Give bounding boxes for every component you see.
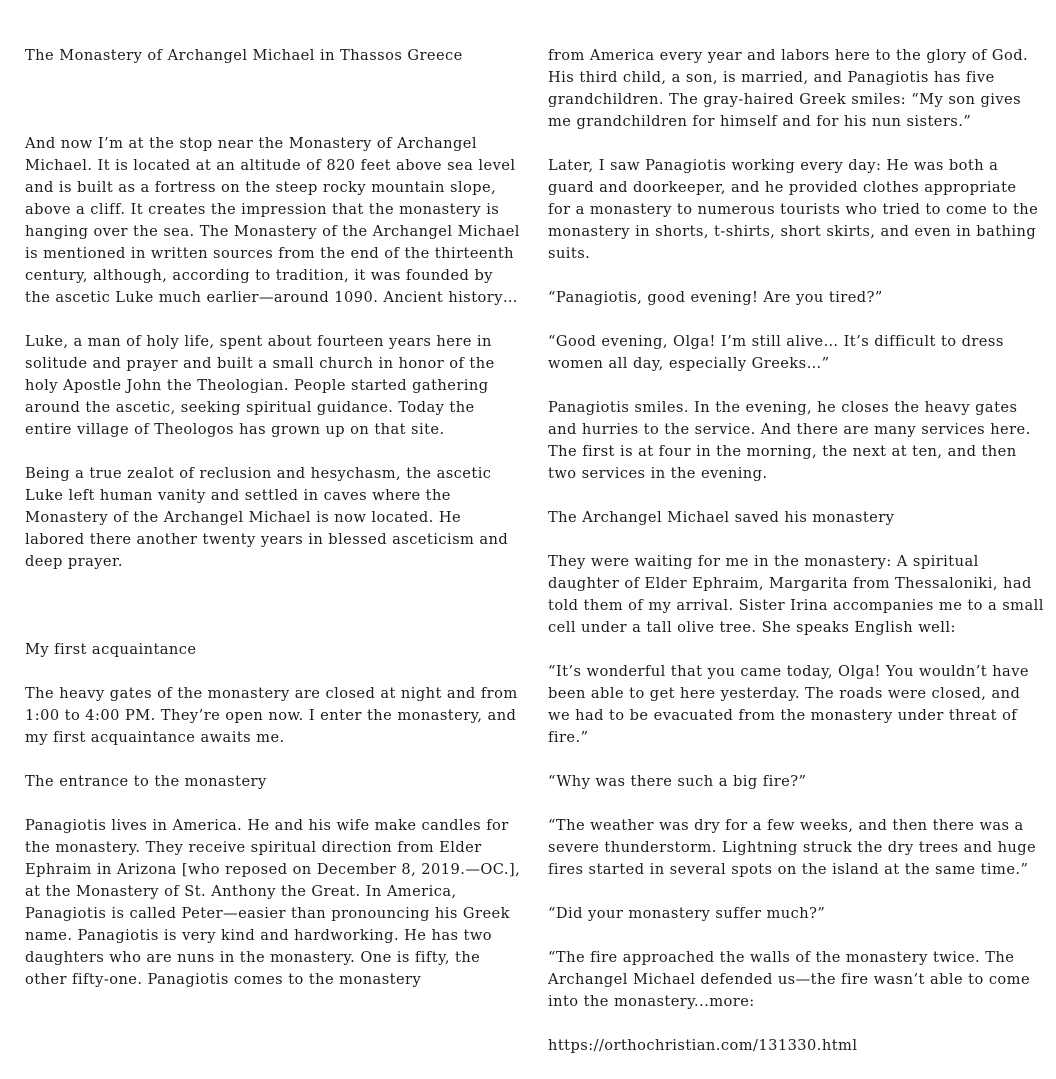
right-column [548, 23, 1044, 1079]
dialogue-line: “Panagiotis, good evening! Are you tired?” [548, 289, 883, 306]
paragraph-services: Panagiotis smiles. In the evening, he closes the heavy gates and hurries to the service. And there are many services here. The first is at four in the morning, the next at ten, and then two services in the evening. [548, 399, 1031, 482]
source-link[interactable]: https://orthochristian.com/131330.html [548, 1037, 858, 1054]
paragraph-guard: Later, I saw Panagiotis working every day: He was both a guard and doorkeeper, and he provided clothes appropriate for a monastery to numerous tourists who tried to come to the monastery in shorts, t-shirts, short skirts, and even in bathing suits. [548, 157, 1039, 262]
paragraph-hesychasm: Being a true zealot of reclusion and hesychasm, the ascetic Luke left human vanity and settled in caves where the Monastery of the Archangel Michael is now located. He labored there another twenty years in blessed asceticism and deep prayer. [25, 465, 509, 570]
caption-entrance: The entrance to the monastery [25, 773, 267, 790]
dialogue-line: “Good evening, Olga! I’m still alive… It’s difficult to dress women all day, especially Greeks…” [548, 333, 1004, 372]
paragraph-gap [25, 595, 521, 617]
left-column [25, 23, 521, 1013]
dialogue-line: “Why was there such a big fire?” [548, 773, 807, 790]
dialogue-line: “The weather was dry for a few weeks, and then there was a severe thunderstorm. Lightning struck the dry trees and huge fires started in several spots on the island at the same time.” [548, 817, 1037, 878]
paragraph-panagiotis: Panagiotis lives in America. He and his wife make candles for the monastery. They receive spiritual direction from Elder Ephraim in Arizona [who reposed on December 8, 2019.—OC.], at the Monastery of St. Anthony the Great. In America, Panagiotis is called Peter—easier than pronouncing his Greek name. Panagiotis is very kind and hardworking. He has two daughters who are nuns in the monastery. One is fifty, the other fifty-one. Panagiotis comes to the monastery [25, 817, 521, 988]
paragraph-location: And now I’m at the stop near the Monastery of Archangel Michael. It is located at an altitude of 820 feet above sea level and is built as a fortress on the steep rocky mountain slope, above a cliff. It creates the impression that the monastery is hanging over the sea. The Monastery of the Archangel Michael is mentioned in written sources from the end of the thirteenth century, although, according to tradition, it was founded by the ascetic Luke much earlier—around 1090. Ancient history… [25, 135, 520, 306]
dialogue-line: “It’s wonderful that you came today, Olga! You wouldn’t have been able to get here yesterday. The roads were closed, and we had to be evacuated from the monastery under threat of fire.” [548, 663, 1029, 746]
paragraph-luke: Luke, a man of holy life, spent about fourteen years here in solitude and prayer and built a small church in honor of the holy Apostle John the Theologian. People started gathering around the ascetic, seeking spiritual guidance. Today the entire village of Theologos has grown up on that site. [25, 333, 495, 438]
paragraph-gap [25, 89, 521, 111]
article-title: The Monastery of Archangel Michael in Thassos Greece [25, 47, 463, 64]
section-heading-first-acquaintance: My first acquaintance [25, 641, 197, 658]
paragraph-gates: The heavy gates of the monastery are closed at night and from 1:00 to 4:00 PM. They’re open now. I enter the monastery, and my first acquaintance awaits me. [25, 685, 518, 746]
dialogue-line: “Did your monastery suffer much?” [548, 905, 826, 922]
dialogue-line: “The fire approached the walls of the monastery twice. The Archangel Michael defended us—the fire wasn’t able to come into the monastery...more: [548, 949, 1031, 1010]
section-heading-archangel: The Archangel Michael saved his monastery [548, 509, 895, 526]
paragraph-continued: from America every year and labors here to the glory of God. His third child, a son, is married, and Panagiotis has five grandchildren. The gray-haired Greek smiles: “My son gives me grandchildren for himself and for his nun sisters.” [548, 47, 1029, 130]
paragraph-waiting: They were waiting for me in the monastery: A spiritual daughter of Elder Ephraim, Margarita from Thessaloniki, had told them of my arrival. Sister Irina accompanies me to a small cell under a tall olive tree. She speaks English well: [548, 553, 1044, 636]
